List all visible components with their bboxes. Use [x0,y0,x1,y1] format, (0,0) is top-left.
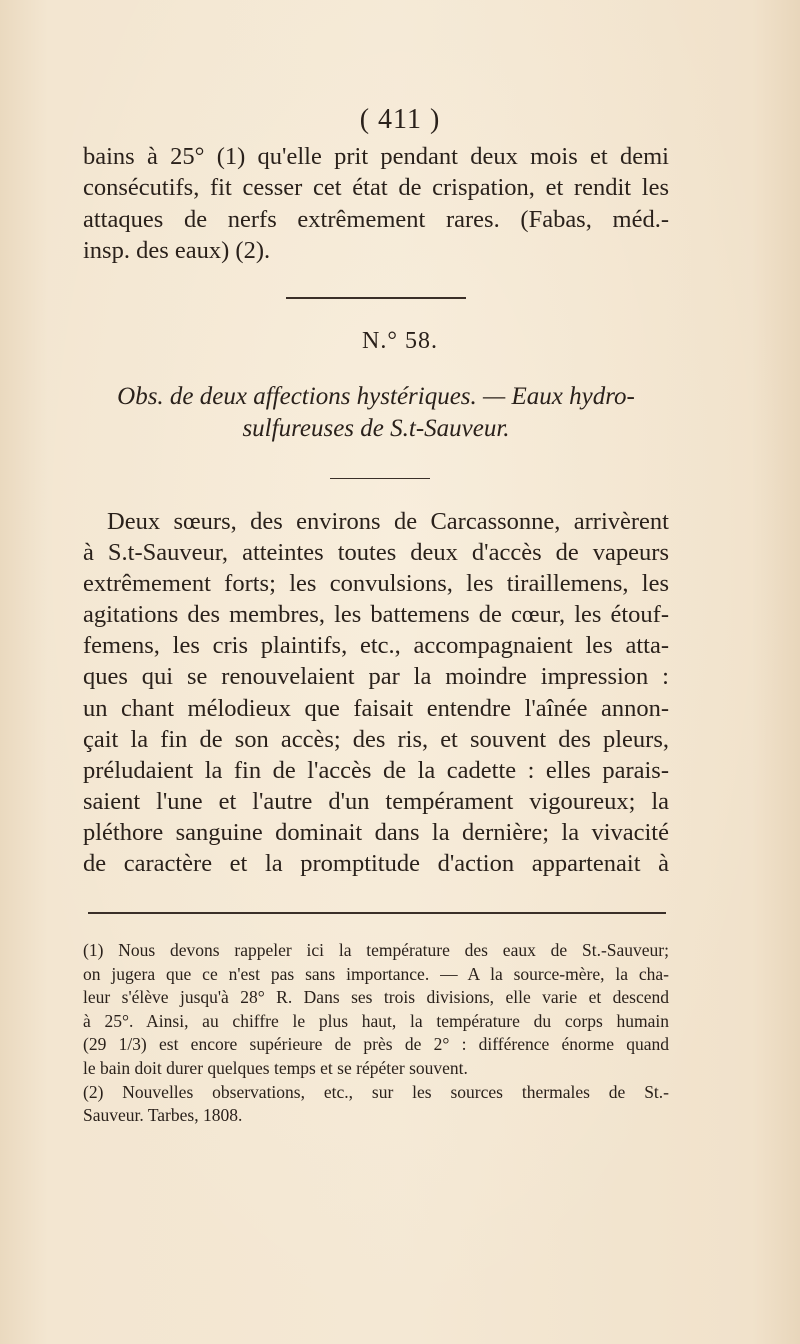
footnote-line: à 25°. Ainsi, au chiffre le plus haut, la température du corps humain [83,1010,669,1031]
text-line: insp. des eaux) (2). [83,236,271,264]
footnote-line: Sauveur. Tarbes, 1808. [83,1105,243,1126]
text-line: à S.t-Sauveur, atteintes toutes deux d'accès de vapeurs [83,539,669,567]
text-line: ques qui se renouvelaient par la moindre impression : [83,663,669,691]
text-line: consécutifs, fit cesser cet état de crispation, et rendit les [83,174,669,202]
footnotes [83,939,669,1128]
intro-paragraph [83,141,669,266]
text-line: de caractère et la promptitude d'action appartenait à [83,850,669,878]
page-number: ( 411 ) [359,104,441,135]
main-paragraph [83,506,669,879]
heading-line: sulfureuses de S.t-Sauveur. [242,415,510,442]
footnote-line: (1) Nous devons rappeler ici la température des eaux de St.-Sauveur; [83,940,669,960]
footnote-line: on jugera que ce n'est pas sans importance. — A la source-mère, la cha- [83,963,669,984]
observation-number: N.° 58. [362,328,438,354]
text-line: extrêmement forts; les convulsions, les tiraillemens, les [83,570,669,598]
footnote-separator [88,912,666,914]
text-line: çait la fin de son accès; des ris, et souvent des pleurs, [83,725,669,753]
heading-line: Obs. de deux affections hystériques. — Eaux hydro- [117,383,635,410]
text-line: attaques de nerfs extrêmement rares. (Fabas, méd.- [83,205,669,233]
footnote-line: leur s'élève jusqu'à 28° R. Dans ses trois divisions, elle varie et descend [83,987,669,1008]
text-line: bains à 25° (1) qu'elle prit pendant deux mois et demi [83,143,669,170]
text-line: Deux sœurs, des environs de Carcassonne, arrivèrent [107,508,669,535]
observation-heading [83,381,669,445]
text-line: saient l'une et l'autre d'un tempérament vigoureux; la [83,787,669,815]
text-line: préludaient la fin de l'accès de la cadette : elles parais- [83,756,669,784]
text-line: un chant mélodieux que faisait entendre l'aînée annon- [83,694,669,722]
footnote-line: (29 1/3) est encore supérieure de près de 2° : différence énorme quand [83,1034,669,1055]
section-rule-top [286,297,466,299]
footnote-line: le bain doit durer quelques temps et se répéter souvent. [83,1057,468,1078]
text-line: agitations des membres, les battemens de cœur, les étouf- [83,601,669,629]
text-line: femens, les cris plaintifs, etc., accompagnaient les atta- [83,632,669,660]
section-rule-bottom [330,478,430,479]
text-line: pléthore sanguine dominait dans la dernière; la vivacité [83,818,669,846]
footnote-line: (2) Nouvelles observations, etc., sur les sources thermales de St.- [83,1081,669,1102]
